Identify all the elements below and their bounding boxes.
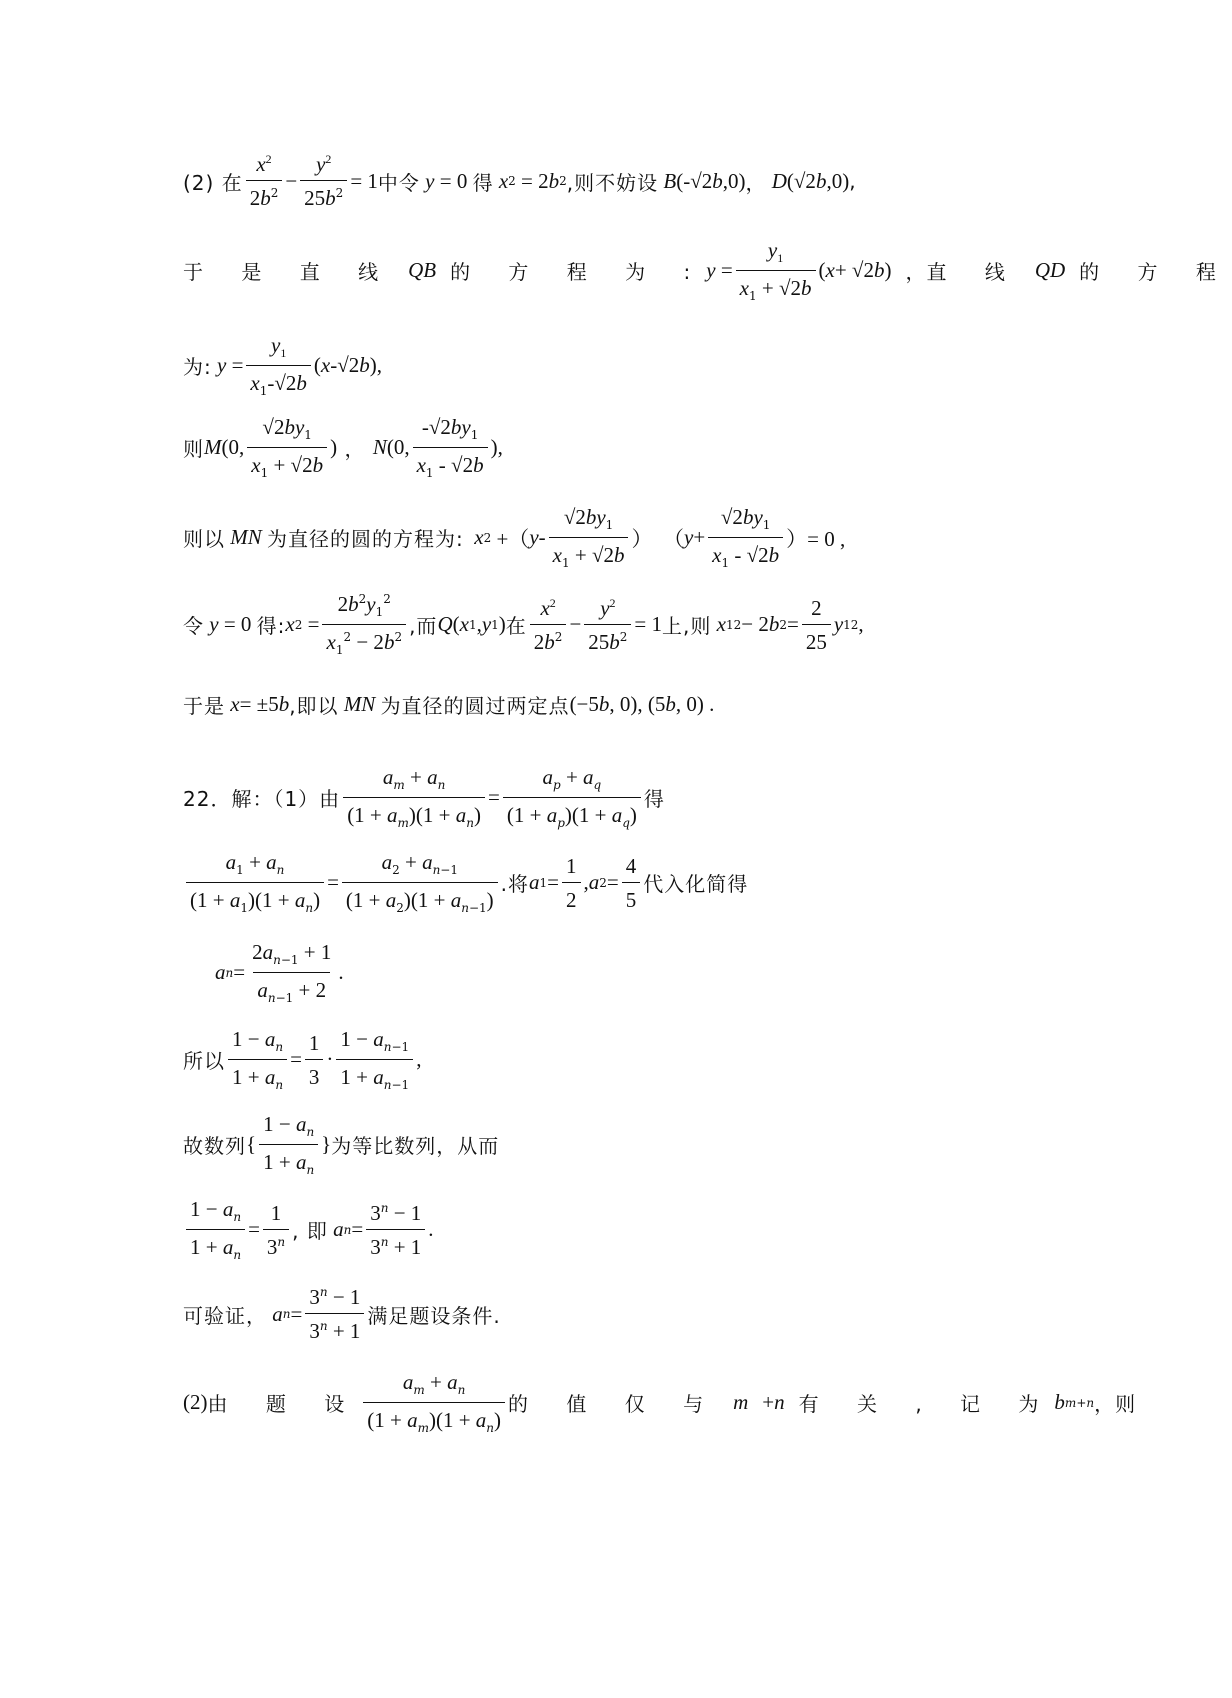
fraction: $\frac{√2by_1}{x_1 - √2b}$ bbox=[708, 505, 783, 571]
line-1: (2) 在 $\frac{x^2}{2b^2}$ − $\frac{y^2}{25b^2}$ = 1 中令 y = 0 得 x 2 = 2 b 2 ,则不妨设 B (-√2 b ,0) ， D (√2 b ,0) , bbox=[183, 152, 857, 211]
line-5: 则以 MN 为直径的圆的方程为: x 2 +（ y - $\frac{√2by_1}{x_1 + √2b}$ ） （ y + $\frac{√2by_1}{x_1 - √2b}$ ）= 0 , bbox=[183, 505, 846, 571]
text: 上,则 bbox=[662, 614, 712, 639]
text: 满足题设条件. bbox=[367, 1303, 501, 1328]
text: 所以 bbox=[183, 1049, 225, 1074]
text: 则以 bbox=[183, 527, 225, 552]
fraction: $\frac{2a_{n-1} + 1}{a_{n-1} + 2}$ bbox=[252, 940, 332, 1006]
fraction: $\frac{y_1}{x_1-√2b}$ bbox=[246, 333, 311, 399]
fraction: $\frac{y^2}{25b^2}$ bbox=[300, 152, 347, 210]
line-15: (2) 由 题 设 $\frac{a_m + a_n}{(1 + a_m)(1 + a_n)}$ 的 值 仅 与 m + n 有 关 , 记 为 b m+n ， 则 bbox=[183, 1370, 1137, 1436]
fraction: $\frac{1}{2}$ bbox=[562, 854, 581, 912]
text: 于 是 直 线 bbox=[183, 260, 395, 285]
line-13: $\frac{1 - a_n}{1 + a_n}$ = $\frac{1}{3^n}$ , 即 a n = $\frac{3^n - 1}{3^n + 1}$ . bbox=[183, 1197, 434, 1263]
line-7: 于是 x = ±5 b ,即以 MN 为直径的圆过两定点 (−5 b , 0), (5 b , 0) . bbox=[183, 692, 715, 718]
fraction: $\frac{y^2}{25b^2}$ bbox=[584, 596, 631, 654]
text: 的 方 程 为 : bbox=[450, 260, 707, 285]
text: 为直径的圆的方程为: bbox=[267, 527, 464, 552]
fraction: $\frac{a_m + a_n}{(1 + a_m)(1 + a_n)}$ bbox=[363, 1370, 505, 1436]
fraction: $\frac{x^2}{2b^2}$ bbox=[246, 152, 283, 210]
fraction: $\frac{1}{3}$ bbox=[305, 1031, 324, 1089]
text: ,而 bbox=[409, 614, 438, 639]
fraction: $\frac{4}{5}$ bbox=[622, 854, 641, 912]
text: 由 题 设 bbox=[207, 1392, 361, 1417]
line-2: 于 是 直 线 QB 的 方 程 为 : y = $\frac{y_1}{x_1 + √2b}$ ( x + √2 b ) ， 直 线 QD 的 方 程 bbox=[183, 238, 1232, 304]
text: 有 关 , 记 为 bbox=[798, 1392, 1055, 1417]
fraction: $\frac{3^n - 1}{3^n + 1}$ bbox=[366, 1201, 425, 1259]
text: 为直径的圆过两定点 bbox=[380, 694, 570, 718]
text: .将 bbox=[500, 872, 530, 897]
line-3: 为: y = $\frac{y_1}{x_1-√2b}$ ( x -√2 b ), bbox=[183, 333, 383, 399]
line-9: $\frac{a_1 + a_n}{(1 + a_1)(1 + a_n)}$ = $\frac{a_2 + a_{n-1}}{(1 + a_2)(1 + a_{n-1})}$ .将 a 1 = $\frac{1}{2}$ , a 2 = $\frac{4}{5}$ 代入化简得 bbox=[183, 850, 748, 916]
text: ,即以 bbox=[289, 694, 339, 718]
fraction: $\frac{a_1 + a_n}{(1 + a_1)(1 + a_n)}$ bbox=[186, 850, 324, 916]
text: 则 bbox=[1115, 1392, 1137, 1417]
fraction: $\frac{1 - a_n}{1 + a_n}$ bbox=[186, 1197, 245, 1263]
text: 则 bbox=[183, 437, 204, 462]
fraction: $\frac{1 - a_n}{1 + a_n}$ bbox=[228, 1027, 287, 1093]
fraction: $\frac{1 - a_n}{1 + a_n}$ bbox=[259, 1112, 318, 1178]
text: 为等比数列，从而 bbox=[331, 1134, 500, 1159]
line-10: a n = $\frac{2a_{n-1} + 1}{a_{n-1} + 2}$ . bbox=[215, 940, 344, 1006]
text: 直 线 bbox=[926, 260, 1021, 285]
text: (2) bbox=[183, 1390, 208, 1415]
text: 的 值 仅 与 bbox=[508, 1392, 720, 1417]
fraction: $\frac{2}{25}$ bbox=[802, 596, 831, 654]
fraction: $\frac{a_m + a_n}{(1 + a_m)(1 + a_n)}$ bbox=[343, 765, 485, 831]
text: ,则不妨设 bbox=[566, 170, 659, 195]
text: 故数列 bbox=[183, 1134, 246, 1159]
line-8: 22．解：（1）由 $\frac{a_m + a_n}{(1 + a_m)(1 + a_n)}$ = $\frac{a_p + a_q}{(1 + a_p)(1 + a_q)}$ 得 bbox=[183, 765, 665, 831]
text: 得: bbox=[256, 614, 286, 639]
text: , bbox=[849, 169, 857, 194]
fraction: $\frac{√2by_1}{x_1 + √2b}$ bbox=[549, 505, 629, 571]
fraction: $\frac{-√2by_1}{x_1 - √2b}$ bbox=[413, 415, 488, 481]
fraction: $\frac{2b^2y_1^2}{x_1^2 - 2b^2}$ bbox=[322, 592, 406, 658]
fraction: $\frac{1 - a_{n-1}}{1 + a_{n-1}}$ bbox=[336, 1027, 413, 1093]
text: 得 bbox=[472, 170, 494, 195]
text: 可验证， bbox=[183, 1303, 267, 1328]
line-12: 故数列 { $\frac{1 - a_n}{1 + a_n}$ } 为等比数列，从而 bbox=[183, 1112, 500, 1178]
text: 的 方 程 bbox=[1079, 260, 1232, 285]
text: , 即 bbox=[292, 1219, 328, 1244]
fraction: $\frac{x^2}{2b^2}$ bbox=[530, 596, 567, 654]
text: ， bbox=[905, 260, 927, 285]
text: 中令 bbox=[377, 170, 420, 195]
text: 得 bbox=[643, 787, 665, 812]
text: 令 bbox=[183, 614, 204, 639]
line-11: 所以 $\frac{1 - a_n}{1 + a_n}$ = $\frac{1}{3}$ · $\frac{1 - a_{n-1}}{1 + a_{n-1}}$ , bbox=[183, 1027, 422, 1093]
text: 代入化简得 bbox=[643, 872, 749, 897]
line-4: 则 M (0, $\frac{√2by_1}{x_1 + √2b}$ ) ， N (0, $\frac{-√2by_1}{x_1 - √2b}$ ), bbox=[183, 415, 503, 481]
text: (2) 在 bbox=[183, 170, 243, 195]
text: 在 bbox=[505, 614, 527, 639]
fraction: $\frac{a_p + a_q}{(1 + a_p)(1 + a_q)}$ bbox=[503, 765, 641, 831]
line-14: 可验证， a n = $\frac{3^n - 1}{3^n + 1}$ 满足题设条件. bbox=[183, 1285, 501, 1344]
fraction: $\frac{3^n - 1}{3^n + 1}$ bbox=[305, 1285, 364, 1343]
text: 于是 bbox=[183, 694, 225, 718]
fraction: $\frac{1}{3^n}$ bbox=[263, 1201, 289, 1259]
fraction: $\frac{√2by_1}{x_1 + √2b}$ bbox=[247, 415, 327, 481]
fraction: $\frac{y_1}{x_1 + √2b}$ bbox=[736, 238, 816, 304]
text: 为: bbox=[183, 355, 212, 380]
text: 22．解：（1）由 bbox=[183, 787, 341, 812]
line-6: 令 y = 0 得: x 2 = $\frac{2b^2y_1^2}{x_1^2 - 2b^2}$ ,而 Q ( x 1 , y 1 ) 在 $\frac{x^2}{2b^2}$ − $\frac{y^2}{25b^2}$ = 1 上,则 x 1 2 − 2 b 2 = $\frac{2}{25}$ y 1 2 , bbox=[183, 592, 864, 658]
fraction: $\frac{a_2 + a_{n-1}}{(1 + a_2)(1 + a_{n-1})}$ bbox=[342, 850, 498, 916]
text: ， bbox=[745, 170, 767, 195]
